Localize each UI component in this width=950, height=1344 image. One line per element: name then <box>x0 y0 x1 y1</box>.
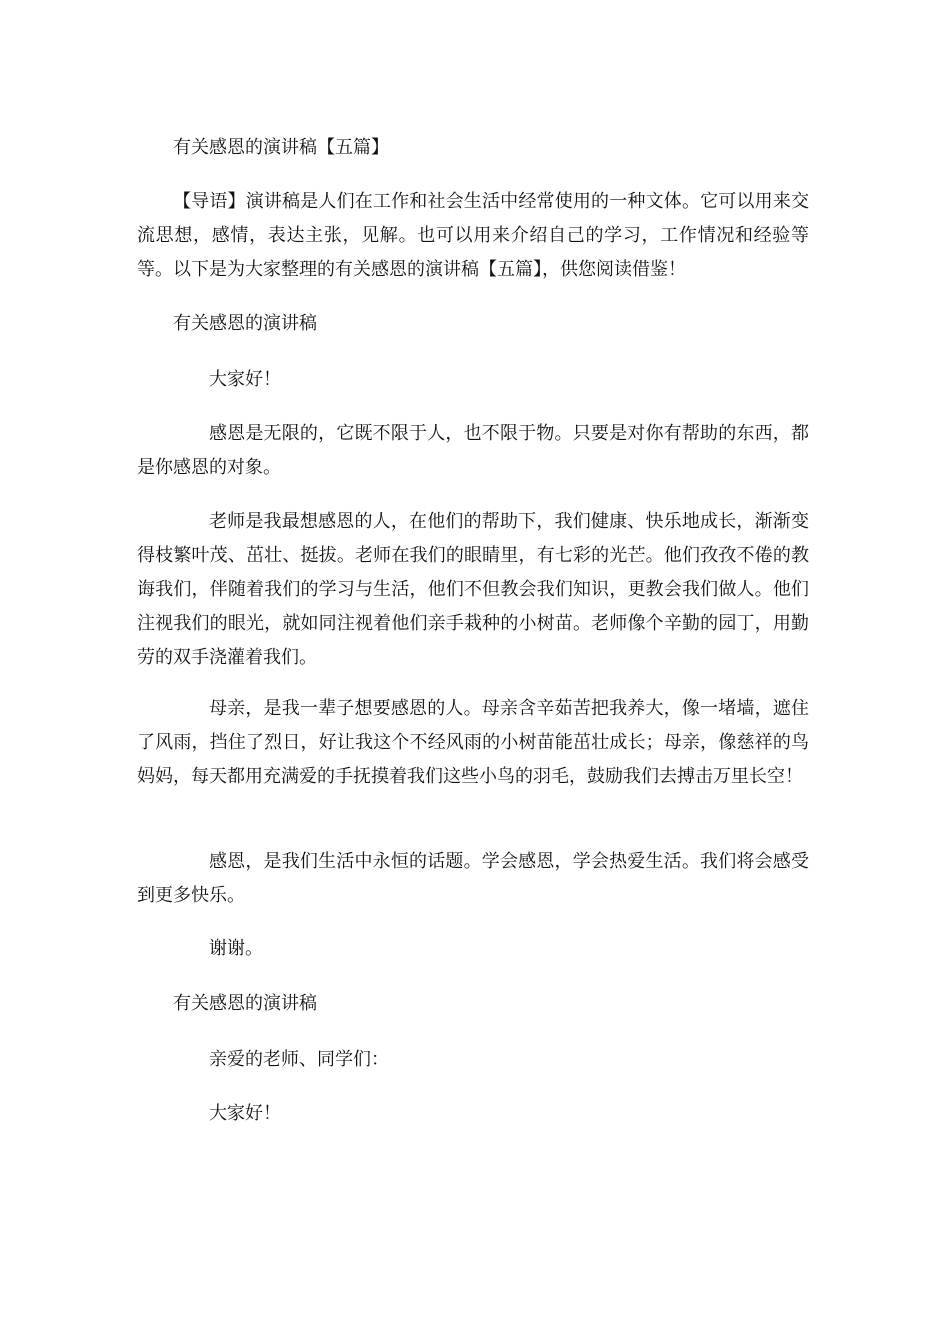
body-paragraph-2: 老师是我最想感恩的人，在他们的帮助下，我们健康、快乐地成长，渐渐变得枝繁叶茂、茁壮、挺拔。老师在我们的眼睛里，有七彩的光芒。他们孜孜不倦的教诲我们，伴随着我们的学习与生活，他们不但教会我们知识，更教会我们做人。他们注视我们的眼光，就如同注视着他们亲手栽种的小树苗。老师像个辛勤的园丁，用勤劳的双手浇灌着我们。 <box>137 511 809 668</box>
greeting-1: 大家好！ <box>209 369 281 390</box>
body-paragraph-3: 母亲，是我一辈子想要感恩的人。母亲含辛茹苦把我养大，像一堵墙，遮住了风雨，挡住了烈日，好让我这个不经风雨的小树苗能茁壮成长；母亲，像慈祥的鸟妈妈，每天都用充满爱的手抚摸着我们这些小鸟的羽毛，鼓励我们去搏击万里长空！ <box>137 698 809 787</box>
salutation: 亲爱的老师、同学们： <box>209 1049 389 1070</box>
body-paragraph-4: 感恩，是我们生活中永恒的话题。学会感恩，学会热爱生活。我们将会感受到更多快乐。 <box>137 851 809 906</box>
section-heading-2: 有关感恩的演讲稿 <box>173 993 317 1014</box>
section-heading-1: 有关感恩的演讲稿 <box>173 313 317 334</box>
intro-paragraph: 【导语】演讲稿是人们在工作和社会生活中经常使用的一种文体。它可以用来交流思想，感情，表达主张，见解。也可以用来介绍自己的学习，工作情况和经验等等。以下是为大家整理的有关感恩的演讲稿【五篇】，供您阅读借鉴！ <box>137 191 809 280</box>
greeting-2: 大家好！ <box>209 1103 281 1124</box>
body-paragraph-1: 感恩是无限的，它既不限于人，也不限于物。只要是对你有帮助的东西，都是你感恩的对象。 <box>137 423 809 478</box>
document-title: 有关感恩的演讲稿【五篇】 <box>173 137 389 158</box>
closing-text: 谢谢。 <box>209 938 263 959</box>
